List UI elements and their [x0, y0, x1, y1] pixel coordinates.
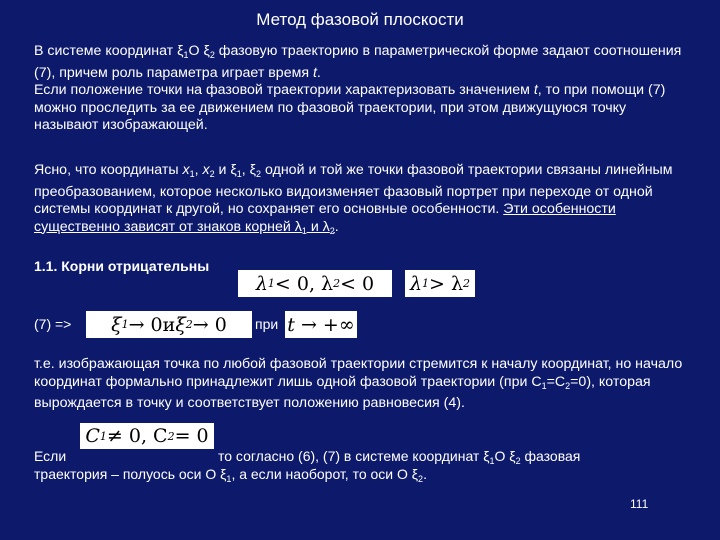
formula-time-limit: t → +∞ [285, 311, 357, 338]
paragraph-semi-axis-line1: то согласно (6), (7) в системе координат $\xi_1O$ $\xi_2$ фазовая [218, 448, 581, 466]
when-label: при [255, 316, 279, 332]
if-label: Если [34, 448, 67, 464]
section-heading: 1.1. Корни отрицательны [34, 258, 210, 274]
formula-limits: ξ 1 → 0 и ξ 2 → 0 [86, 311, 252, 338]
paragraph-conclusion: т.е. изображающая точка по любой фазовой траектории стремится к началу координат, но начало координат формально принадлежит лишь одной фазовой траектории (при $C_1=C_2=0$), которая вырождается в точку и соответствует положению равновесия (4). [34, 356, 683, 411]
page-number: 111 [630, 497, 649, 511]
formula-constants: C 1 ≠ 0, C 2 = 0 [80, 423, 214, 449]
formula-roots-negative: λ 1 < 0, λ 2 < 0 [238, 270, 392, 297]
slide-title: Метод фазовой плоскости [256, 10, 464, 29]
reference-label: (7) => [34, 316, 72, 332]
formula-roots-order: λ 1 > λ 2 [405, 270, 475, 297]
underlined-statement: Эти особенности существенно зависят от знаков корней $\lambda_1$ и $\lambda_2$ [34, 201, 616, 236]
paragraph-intro: В системе координат $\xi_1O$ $\xi_2$ фазовую траекторию в параметрической форме задают соотношения (7), причем роль параметра играет время t. Если положение точки на фазовой траектории характеризовать значением t, то при помощи (7) можно проследить за ее движением по фазовой траектории, при этом движущуюся точку называют изображающей. [34, 43, 682, 133]
paragraph-semi-axis-line2: траектория – полуось оси O $\xi_1$, а если наоборот, то оси O $\xi_2$. [34, 466, 427, 484]
paragraph-coordinates: Ясно, что координаты $x_1$, $x_2$ и $\xi_1$, $\xi_2$ одной и той же точки фазовой траектории связаны линейным преобразованием, которое несколько видоизменяет фазовый портрет при переходе от одной системы координат к другой, но сохраняет его основные особенности. Эти особенности существенно зависят от знаков корней $\lambda_1$ и $\lambda_2$. [34, 162, 673, 236]
